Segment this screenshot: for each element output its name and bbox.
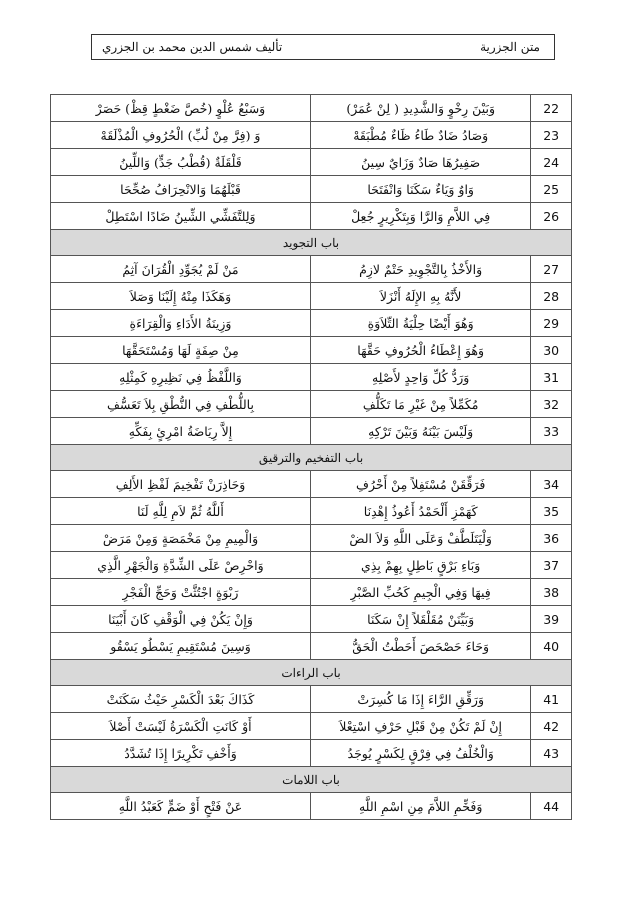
verse-row — [51, 176, 572, 203]
verse-number: 24 — [531, 149, 572, 176]
verse-number: 35 — [531, 498, 572, 525]
verse-row — [51, 149, 572, 176]
verse-first-hemistich: وَرَدُّ كُلِّ وَاحِدٍ لأَصْلِهِ — [310, 364, 530, 391]
verse-number: 22 — [531, 95, 572, 122]
verse-number: 40 — [531, 633, 572, 660]
verse-first-hemistich: وَاوٌ وَيَاءٌ سَكَنَا وَانْفَتَحَا — [310, 176, 530, 203]
verse-row — [51, 713, 572, 740]
verse-number: 28 — [531, 283, 572, 310]
verse-number: 25 — [531, 176, 572, 203]
verse-second-hemistich: وَسِينَ مُسْتَقِيمِ يَسْطُو يَسْقُو — [51, 633, 311, 660]
verse-number: 36 — [531, 525, 572, 552]
verse-row — [51, 337, 572, 364]
verse-second-hemistich: وَلِلتَّفَشِّي الشِّينُ ضَادًا اسْتَطِلْ — [51, 203, 311, 230]
verse-number: 30 — [531, 337, 572, 364]
verse-number: 27 — [531, 256, 572, 283]
verse-number: 39 — [531, 606, 572, 633]
verse-number: 29 — [531, 310, 572, 337]
verse-second-hemistich: كَذَاكَ بَعْدَ الْكَسْرِ حَيْثُ سَكَنَتْ — [51, 686, 311, 713]
chapter-heading-row — [51, 660, 572, 686]
verse-row — [51, 471, 572, 498]
verse-first-hemistich: وَالأَخْذُ بِالتَّجْوِيدِ حَتْمٌ لازِمُ — [310, 256, 530, 283]
verse-first-hemistich: وَصَادُ ضَادٌ طَاءُ ظَاءٌ مُطْبَقَهْ — [310, 122, 530, 149]
verse-first-hemistich: وَرَقِّقِ الرَّاءَ إِذَا مَا كُسِرَتْ — [310, 686, 530, 713]
verse-number: 42 — [531, 713, 572, 740]
verse-first-hemistich: فَرَقِّقَنْ مُسْتَفِلاً مِنْ أَحْرُفِ — [310, 471, 530, 498]
chapter-heading-row — [51, 230, 572, 256]
verses-table — [50, 94, 572, 820]
verse-row — [51, 525, 572, 552]
page-header — [91, 34, 555, 60]
verse-first-hemistich: وَفَخِّمِ اللاَّمَ مِنِ اسْمِ اللَّهِ — [310, 793, 530, 820]
verse-first-hemistich: إِنْ لَمْ تَكُنْ مِنْ قَبْلِ حَرْفِ اسْتِعْلاَ — [310, 713, 530, 740]
verse-number: 44 — [531, 793, 572, 820]
verse-first-hemistich: وَهُوَ إِعْطَاءُ الْحُرُوفِ حَقَّهَا — [310, 337, 530, 364]
verse-row — [51, 633, 572, 660]
verse-second-hemistich: وَإِنْ يَكُنْ فِي الْوَقْفِ كَانَ أَبْيَنَا — [51, 606, 311, 633]
verse-number: 37 — [531, 552, 572, 579]
verse-first-hemistich: وَهُوَ أَيْضًا حِلْيَةُ التِّلاَوَةِ — [310, 310, 530, 337]
verse-second-hemistich: أَللَّهُ ثُمَّ لاَمِ لِلَّهِ لَنَا — [51, 498, 311, 525]
verse-second-hemistich: رَبْوَةٍ اجْتُثَّتْ وَحَجِّ الْفَجْرِ — [51, 579, 311, 606]
verse-second-hemistich: وَ (فِرَّ مِنْ لُبِّ) الْحُرُوفِ الْمُذْلَقَهْ — [51, 122, 311, 149]
verse-row — [51, 122, 572, 149]
header-author: تأليف شمس الدين محمد بن الجزري — [102, 40, 283, 54]
verse-first-hemistich: وَالْخُلْفُ فِي فِرْقٍ لِكَسْرٍ يُوجَدُ — [310, 740, 530, 767]
verse-row — [51, 283, 572, 310]
verse-row — [51, 310, 572, 337]
verse-number: 38 — [531, 579, 572, 606]
verse-first-hemistich: وَلَيْسَ بَيْنَهُ وَبَيْنَ تَرْكِهِ — [310, 418, 530, 445]
verse-number: 33 — [531, 418, 572, 445]
verse-number: 43 — [531, 740, 572, 767]
verse-second-hemistich: مَنْ لَمْ يُجَوِّدِ الْقُرَانَ آثِمُ — [51, 256, 311, 283]
verse-second-hemistich: وَأَخْفِ تَكْرِيرًا إِذَا تُشَدَّدُ — [51, 740, 311, 767]
verse-first-hemistich: وَبَيْنَ رِخْوٍ وَالشَّدِيدِ ( لِنْ عُمَرْ) — [310, 95, 530, 122]
verse-second-hemistich: قَبْلَهُمَا وَالانْحِرَافُ صُحِّحَا — [51, 176, 311, 203]
verse-first-hemistich: وَبَيِّنَنْ مُقَلْقَلاً إِنْ سَكَنَا — [310, 606, 530, 633]
chapter-heading-row — [51, 445, 572, 471]
verse-number: 31 — [531, 364, 572, 391]
verse-first-hemistich: وَبَاءِ بَرْقٍ بَاطِلٍ بِهِمْ بِذِي — [310, 552, 530, 579]
verse-row — [51, 740, 572, 767]
verse-row — [51, 364, 572, 391]
verse-second-hemistich: بِاللُّطْفِ فِي النُّطْقِ بِلاَ تَعَسُّفِ — [51, 391, 311, 418]
chapter-heading: باب التجويد — [51, 230, 572, 256]
verse-second-hemistich: وَاللَّفْظُ فِي نَظِيرِهِ كَمِثْلِهِ — [51, 364, 311, 391]
verse-first-hemistich: لأَنَّهُ بِهِ الإِلَهُ أَنْزَلاَ — [310, 283, 530, 310]
verse-number: 34 — [531, 471, 572, 498]
verse-number: 23 — [531, 122, 572, 149]
verse-number: 32 — [531, 391, 572, 418]
verse-row — [51, 606, 572, 633]
verse-number: 26 — [531, 203, 572, 230]
verse-second-hemistich: وَالْمِيمِ مِنْ مَخْمَصَةٍ وَمِنْ مَرَضْ — [51, 525, 311, 552]
verse-row — [51, 203, 572, 230]
verse-second-hemistich: عَنْ فَتْحٍ أَوْ ضَمٍّ كَعَبْدُ اللَّهِ — [51, 793, 311, 820]
verse-row — [51, 579, 572, 606]
verse-second-hemistich: إِلاَّ رِيَاضَةُ امْرِئٍ بِفَكِّهِ — [51, 418, 311, 445]
verse-second-hemistich: وَهَكَذَا مِنْهُ إِلَيْنَا وَصَلاَ — [51, 283, 311, 310]
verse-second-hemistich: مِنْ صِفَةٍ لَهَا وَمُسْتَحَقَّهَا — [51, 337, 311, 364]
verse-first-hemistich: كَهَمْزِ أَلْحَمْدُ أَعُوذُ إِهْدِنَا — [310, 498, 530, 525]
verse-second-hemistich: وَسَبْعُ عُلْوٍ (خُصَّ ضَغْطٍ قِظْ) حَصَرْ — [51, 95, 311, 122]
chapter-heading-row — [51, 767, 572, 793]
header-title: متن الجزرية — [480, 40, 540, 54]
verse-first-hemistich: فِي اللاَّمِ وَالرَّا وَبِتَكْرِيرٍ جُعِلْ — [310, 203, 530, 230]
verse-row — [51, 95, 572, 122]
verse-row — [51, 552, 572, 579]
verse-second-hemistich: وَاحْرِصْ عَلَى الشِّدَّةِ وَالْجَهْرِ الَّذِي — [51, 552, 311, 579]
verse-row — [51, 498, 572, 525]
verse-row — [51, 418, 572, 445]
verse-row — [51, 793, 572, 820]
verse-row — [51, 391, 572, 418]
verse-second-hemistich: وَحَاذِرَنْ تَفْخِيمَ لَفْظِ الأَلِفِ — [51, 471, 311, 498]
chapter-heading: باب التفخيم والترقيق — [51, 445, 572, 471]
verse-number: 41 — [531, 686, 572, 713]
verse-row — [51, 686, 572, 713]
verse-first-hemistich: صَفِيرُهَا صَادٌ وَزَايٌ سِينُ — [310, 149, 530, 176]
verse-second-hemistich: أَوْ كَانَتِ الْكَسْرَةُ لَيْسَتْ أَصْلاَ — [51, 713, 311, 740]
verse-row — [51, 256, 572, 283]
chapter-heading: باب اللامات — [51, 767, 572, 793]
chapter-heading: باب الراءات — [51, 660, 572, 686]
verses-table-wrap — [50, 94, 572, 820]
verse-first-hemistich: وَحَاءَ حَصْحَصَ أَحَطْتُ الْحَقُّ — [310, 633, 530, 660]
verse-first-hemistich: وَلْيَتَلَطَّفْ وَعَلَى اللَّهِ وَلاَ الضْ — [310, 525, 530, 552]
verse-second-hemistich: وَزِينَةُ الأَدَاءِ وَالْقِرَاءَةِ — [51, 310, 311, 337]
verse-first-hemistich: مُكَمِّلاً مِنْ غَيْرِ مَا تَكَلُّفِ — [310, 391, 530, 418]
verse-second-hemistich: قَلْقَلَةٌ (قُطْبُ جَدٍّ) وَاللِّينُ — [51, 149, 311, 176]
verse-first-hemistich: فِيهَا وَفِي الْجِيمِ كَحُبِّ الصَّبْرِ — [310, 579, 530, 606]
